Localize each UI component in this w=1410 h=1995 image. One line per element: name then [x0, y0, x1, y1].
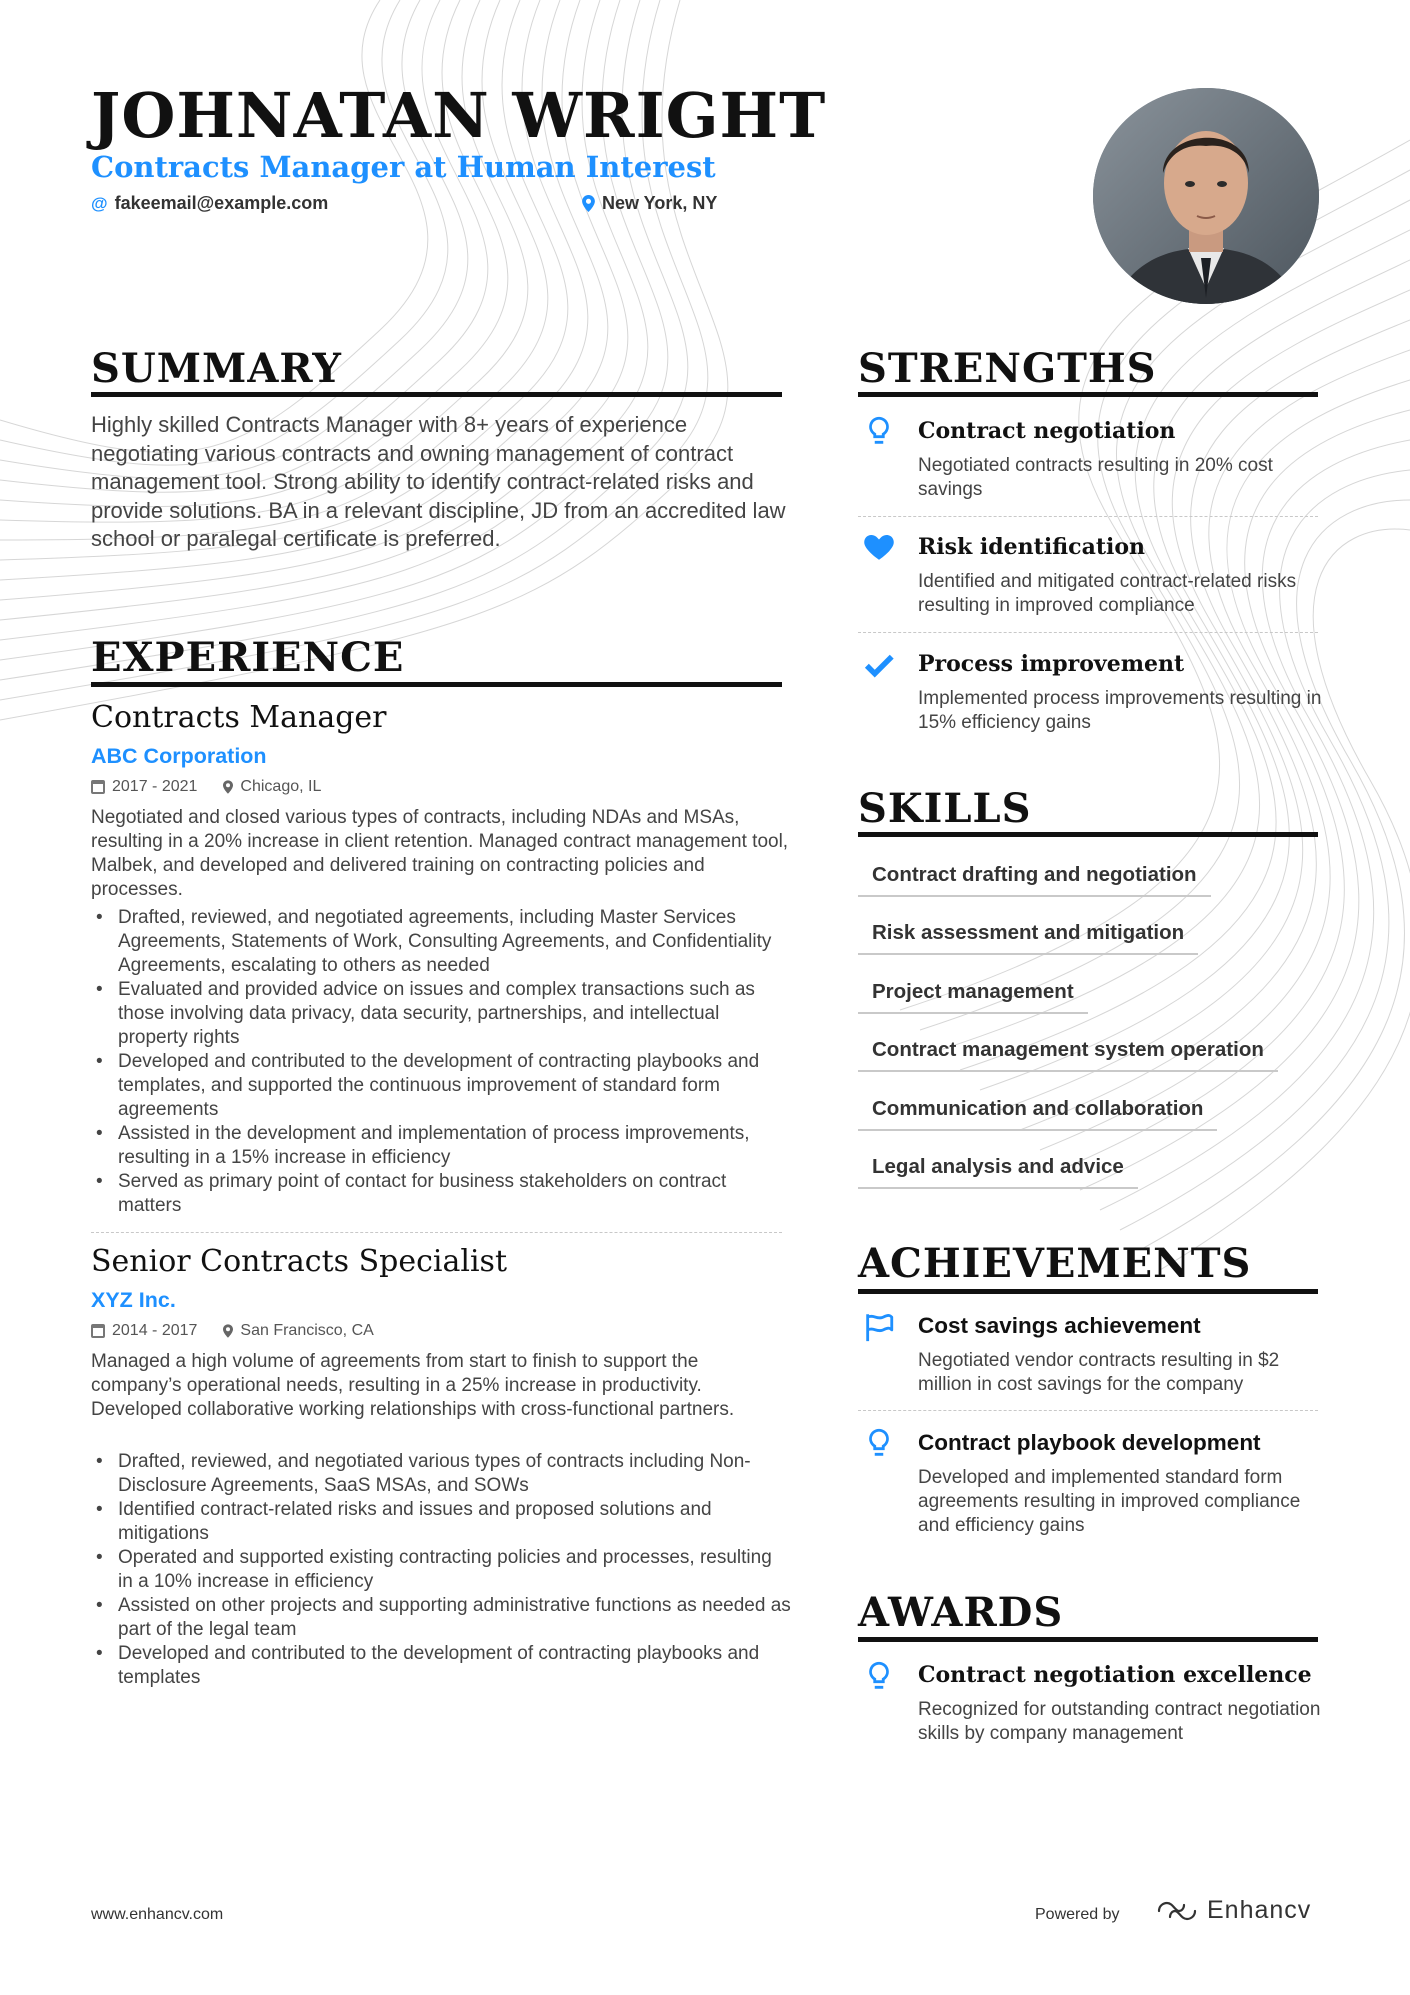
bullet-item: • Drafted, reviewed, and negotiated agreements, including Master Services Agreements, Statements of Work, Consulting Agreements, and Confidentiality Agreements, escalating to others as needed — [91, 906, 791, 978]
candidate-name: JOHNATAN WRIGHT — [91, 79, 827, 152]
contact-location — [582, 193, 717, 214]
item-separator — [858, 516, 1318, 517]
achievement-desc: Developed and implemented standard form agreements resulting in improved compliance and efficiency gains — [918, 1467, 1301, 1536]
lightbulb-icon — [862, 414, 896, 448]
lightbulb-icon — [862, 1659, 896, 1693]
job-meta — [91, 1322, 400, 1340]
job-title: Contracts Manager — [91, 700, 387, 735]
strengths-heading: STRENGTHS — [858, 345, 1157, 392]
summary-rule — [91, 392, 782, 397]
summary-heading: SUMMARY — [91, 345, 342, 392]
skill-tag: Communication and collaboration — [858, 1095, 1217, 1131]
bullet-item: • Assisted on other projects and supporting administrative functions as needed as part of the legal team — [91, 1594, 791, 1642]
location-pin-icon — [223, 1324, 233, 1338]
strengths-rule — [858, 392, 1318, 397]
footer-brand-logo[interactable] — [1155, 1896, 1311, 1925]
bullet-item: • Developed and contributed to the development of contracting playbooks and templates, and supported the continuous improvement of standard form agreements — [91, 1050, 791, 1122]
skill-tag: Legal analysis and advice — [858, 1153, 1138, 1189]
calendar-icon — [91, 780, 105, 794]
bullet-item: • Developed and contributed to the development of contracting playbooks and templates — [91, 1642, 791, 1690]
checkmark-icon — [862, 648, 896, 682]
brand-name: Enhancv — [1207, 1896, 1312, 1924]
skill-tag: Risk assessment and mitigation — [858, 919, 1198, 955]
portrait-illustration — [1093, 88, 1319, 304]
job-title: Senior Contracts Specialist — [91, 1244, 508, 1279]
bullet-item: • Drafted, reviewed, and negotiated various types of contracts including Non-Disclosure Agreements, SaaS MSAs, and SOWs — [91, 1450, 791, 1498]
job-location: Chicago, IL — [223, 778, 321, 796]
location-text: New York, NY — [602, 193, 718, 213]
experience-heading: EXPERIENCE — [91, 634, 405, 681]
strength-title: Risk identification — [918, 534, 1146, 560]
job-bullets — [91, 1450, 791, 1690]
at-sign-icon: @ — [91, 193, 108, 213]
award-title: Contract negotiation excellence — [918, 1662, 1312, 1688]
awards-rule — [858, 1637, 1318, 1642]
company-name[interactable]: XYZ Inc. — [91, 1288, 176, 1312]
job-location: San Francisco, CA — [223, 1322, 373, 1340]
enhancv-logo-icon — [1155, 1899, 1199, 1923]
award-desc: Recognized for outstanding contract negotiation skills by company management — [918, 1699, 1321, 1744]
calendar-icon — [91, 1324, 105, 1338]
job-dates: 2014 - 2017 — [91, 1322, 197, 1340]
achievement-title: Cost savings achievement — [918, 1313, 1201, 1338]
strength-desc: Negotiated contracts resulting in 20% cost savings — [918, 455, 1273, 500]
profile-photo — [1093, 88, 1319, 304]
skill-tag: Project management — [858, 978, 1088, 1014]
item-separator — [858, 1410, 1318, 1411]
flag-icon — [862, 1310, 896, 1344]
strength-title: Process improvement — [918, 651, 1185, 677]
experience-rule — [91, 682, 782, 687]
job-bullets — [91, 906, 791, 1218]
job-meta — [91, 778, 347, 796]
skills-rule — [858, 832, 1318, 837]
lightbulb-icon — [862, 1426, 896, 1460]
skill-tag: Contract management system operation — [858, 1036, 1278, 1072]
job-separator — [91, 1232, 782, 1233]
location-pin-icon — [582, 195, 595, 212]
bullet-item: • Served as primary point of contact for business stakeholders on contract matters — [91, 1170, 791, 1218]
summary-text: Highly skilled Contracts Manager with 8+ years of experience negotiating various contracts and owning management of contract management tool. Strong ability to identify contract-related risks and provide solutions. BA in a relevant discipline, JD from an accredited law school or paralegal certificate is preferred. — [91, 412, 786, 551]
job-description: Managed a high volume of agreements from start to finish to support the company’s operational needs, resulting in a 25% increase in productivity. Developed collaborative working relationships with cross-functional partners. — [91, 1351, 735, 1420]
job-description: Negotiated and closed various types of contracts, including NDAs and MSAs, resulting in a 20% increase in client retention. Managed contract management tool, Malbek, and developed and delivered training on contracting policies and processes. — [91, 807, 789, 900]
strength-desc: Implemented process improvements resulting in 15% efficiency gains — [918, 688, 1322, 733]
location-pin-icon — [223, 780, 233, 794]
strength-title: Contract negotiation — [918, 418, 1176, 444]
contact-email[interactable] — [91, 193, 328, 214]
awards-heading: AWARDS — [858, 1589, 1064, 1636]
heart-icon — [862, 530, 896, 564]
strength-desc: Identified and mitigated contract-related risks resulting in improved compliance — [918, 571, 1297, 616]
achievement-desc: Negotiated vendor contracts resulting in $2 million in cost savings for the company — [918, 1350, 1280, 1395]
achievements-rule — [858, 1289, 1318, 1294]
achievement-title: Contract playbook development — [918, 1430, 1261, 1455]
item-separator — [858, 632, 1318, 633]
bullet-item: • Assisted in the development and implementation of process improvements, resulting in a 15% increase in efficiency — [91, 1122, 791, 1170]
achievements-heading: ACHIEVEMENTS — [858, 1240, 1252, 1287]
footer-website-link[interactable]: www.enhancv.com — [91, 1906, 224, 1923]
candidate-headline: Contracts Manager at Human Interest — [91, 150, 716, 184]
job-dates: 2017 - 2021 — [91, 778, 197, 796]
skill-tag: Contract drafting and negotiation — [858, 861, 1211, 897]
bullet-item: • Operated and supported existing contracting policies and processes, resulting in a 10% increase in efficiency — [91, 1546, 791, 1594]
footer-powered-by: Powered by — [1035, 1906, 1120, 1923]
email-text: fakeemail@example.com — [114, 193, 329, 213]
skills-heading: SKILLS — [858, 785, 1032, 832]
bullet-item: • Identified contract-related risks and issues and proposed solutions and mitigations — [91, 1498, 791, 1546]
company-name[interactable]: ABC Corporation — [91, 744, 267, 768]
bullet-item: • Evaluated and provided advice on issues and complex transactions such as those involving data privacy, data security, partnerships, and intellectual property rights — [91, 978, 791, 1050]
